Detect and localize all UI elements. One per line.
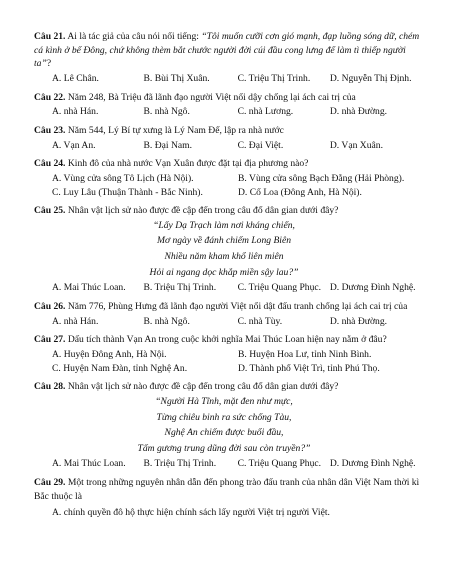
option-a[interactable]: A. Lê Chân. — [52, 72, 99, 84]
option-c[interactable]: C. Triệu Quang Phục. — [237, 458, 322, 470]
option-a[interactable]: A. Vùng cửa sông Tô Lịch (Hà Nội). — [52, 172, 194, 184]
question-text: Năm 248, Bà Triệu đã lãnh đạo người Việt nổi dậy chống lại ách cai trị của — [67, 91, 356, 103]
option-c[interactable]: C. Huyện Nam Đàn, tỉnh Nghệ An. — [52, 362, 188, 374]
option-a[interactable]: A. Vạn An. — [52, 139, 96, 151]
option-b[interactable]: B. Vùng cửa sông Bạch Đằng (Hải Phòng). — [238, 172, 405, 184]
question-text: Một trong những nguyên nhân dẫn đến phong trào đấu tranh của nhân dân Việt Nam thời kì Bắc thuộc là — [34, 477, 420, 502]
question-text: Kinh đô của nhà nước Vạn Xuân được đặt tại địa phương nào? — [67, 158, 309, 170]
verse-line: Từng chiêu binh ra sức chống Tàu, — [156, 411, 292, 423]
question-26-stem — [34, 300, 424, 314]
option-b[interactable]: B. Huyện Hoa Lư, tỉnh Ninh Bình. — [238, 349, 372, 360]
question-text: Dấu tích thành Vạn An trong cuộc khởi nghĩa Mai Thúc Loan hiện nay nằm ở đâu? — [67, 334, 387, 346]
verse-line: Tấm gương trung dũng đời sau còn truyền?” — [137, 442, 311, 454]
question-24 — [34, 157, 424, 199]
question-number: Câu 23. — [34, 124, 66, 136]
question-text: Năm 776, Phùng Hưng đã lãnh đạo người Việt nổi dật đấu tranh chống lại ách cai trị của — [67, 301, 408, 313]
question-text: Nhân vật lịch sử nào được đề cập đến trong câu đố dân gian dưới đây? — [67, 205, 339, 217]
option-a[interactable]: A. Mai Thúc Loan. — [52, 282, 126, 294]
riddle-verse — [34, 394, 424, 456]
answer-options — [34, 315, 424, 329]
option-c[interactable]: C. Triệu Thị Trinh. — [237, 72, 311, 84]
question-tail: ? — [46, 58, 52, 70]
option-c[interactable]: C. nhà Lương. — [237, 106, 294, 118]
option-c[interactable]: C. Triệu Quang Phục. — [237, 282, 322, 294]
option-c[interactable]: C. Đại Việt. — [237, 139, 284, 151]
option-d[interactable]: D. Vạn Xuân. — [329, 139, 383, 151]
answer-options — [34, 139, 424, 153]
answer-options — [34, 281, 424, 295]
question-number: Câu 24. — [34, 158, 66, 170]
question-number: Câu 28. — [34, 381, 66, 393]
answer-options — [34, 457, 424, 471]
answer-options — [34, 172, 424, 199]
verse-line: Nhiều năm kham khổ liên miên — [164, 251, 284, 263]
question-26 — [34, 300, 424, 328]
question-text: Nhân vật lịch sử nào được đề cập đến trong câu đố dân gian dưới đây? — [67, 381, 339, 393]
question-22-stem — [34, 91, 424, 105]
option-b[interactable]: B. Đại Nam. — [143, 139, 192, 151]
option-c[interactable]: C. Luy Lâu (Thuận Thành - Bắc Ninh). — [52, 186, 203, 198]
verse-line: Nghệ An chiếm được buổi đầu, — [164, 427, 284, 439]
question-23 — [34, 124, 424, 152]
option-b[interactable]: B. nhà Ngô. — [143, 315, 190, 327]
option-a[interactable]: A. nhà Hán. — [52, 315, 99, 327]
verse-line: Mơ ngày về đánh chiếm Long Biên — [156, 235, 292, 247]
option-d[interactable]: D. nhà Đường. — [329, 106, 388, 118]
option-d[interactable]: D. Cổ Loa (Đông Anh, Hà Nội). — [238, 186, 362, 198]
question-27 — [34, 333, 424, 375]
option-a[interactable]: A. Mai Thúc Loan. — [52, 458, 126, 470]
option-d[interactable]: D. Nguyễn Thị Định. — [329, 72, 412, 84]
question-28-stem — [34, 380, 424, 394]
question-number: Câu 29. — [34, 477, 66, 489]
question-23-stem — [34, 124, 424, 138]
option-d[interactable]: D. Dương Đình Nghệ. — [329, 458, 416, 470]
option-d[interactable]: D. nhà Đường. — [329, 315, 388, 327]
option-b[interactable]: B. Triệu Thị Trinh. — [143, 458, 217, 470]
question-21-stem — [34, 30, 424, 71]
question-number: Câu 27. — [34, 334, 66, 346]
question-25-stem — [34, 204, 424, 218]
verse-line: Hỏi ai ngang dọc khắp miền sậy lau?” — [149, 266, 299, 278]
question-24-stem — [34, 157, 424, 171]
option-a[interactable]: A. nhà Hán. — [52, 106, 99, 118]
option-b[interactable]: B. Bùi Thị Xuân. — [143, 72, 210, 84]
option-b[interactable]: B. nhà Ngô. — [143, 106, 190, 118]
option-a[interactable]: A. chính quyền đô hộ thực hiện chính sách lấy người Việt trị người Việt. — [52, 507, 330, 519]
question-21 — [34, 30, 424, 85]
question-number: Câu 26. — [34, 301, 66, 313]
question-22 — [34, 91, 424, 119]
verse-line: “Lấy Dạ Trạch làm nơi kháng chiến, — [153, 219, 295, 231]
option-d[interactable]: D. Thành phố Việt Trì, tỉnh Phú Thọ. — [238, 362, 380, 374]
option-c[interactable]: C. nhà Tùy. — [237, 315, 283, 327]
answer-options — [34, 72, 424, 86]
option-b[interactable]: B. Triệu Thị Trinh. — [143, 282, 217, 294]
option-a[interactable]: A. Huyện Đông Anh, Hà Nội. — [52, 349, 167, 360]
question-number: Câu 25. — [34, 205, 66, 217]
question-number: Câu 21. — [34, 31, 66, 42]
option-d[interactable]: D. Dương Đình Nghệ. — [329, 282, 416, 294]
question-quote: “Tôi muốn cưỡi cơn gió mạnh, đạp luồng sóng dữ, chém cá kình ở bể Đông, chứ không thèm bắt chước người đời cúi đầu cong lưng để làm tì thiếp người ta” — [34, 31, 420, 70]
question-25 — [34, 204, 424, 295]
question-29-stem — [34, 476, 424, 503]
question-text: Ai là tác giả của câu nói nổi tiếng: — [67, 31, 202, 42]
answer-options — [34, 105, 424, 119]
question-27-stem — [34, 333, 424, 347]
question-number: Câu 22. — [34, 91, 66, 103]
question-28 — [34, 380, 424, 471]
question-29 — [34, 476, 424, 520]
riddle-verse — [34, 218, 424, 280]
verse-line: “Người Hà Tĩnh, mặt đen như mực, — [155, 395, 293, 407]
question-text: Năm 544, Lý Bí tự xưng là Lý Nam Đế, lập ra nhà nước — [67, 124, 284, 136]
answer-options — [34, 348, 424, 375]
